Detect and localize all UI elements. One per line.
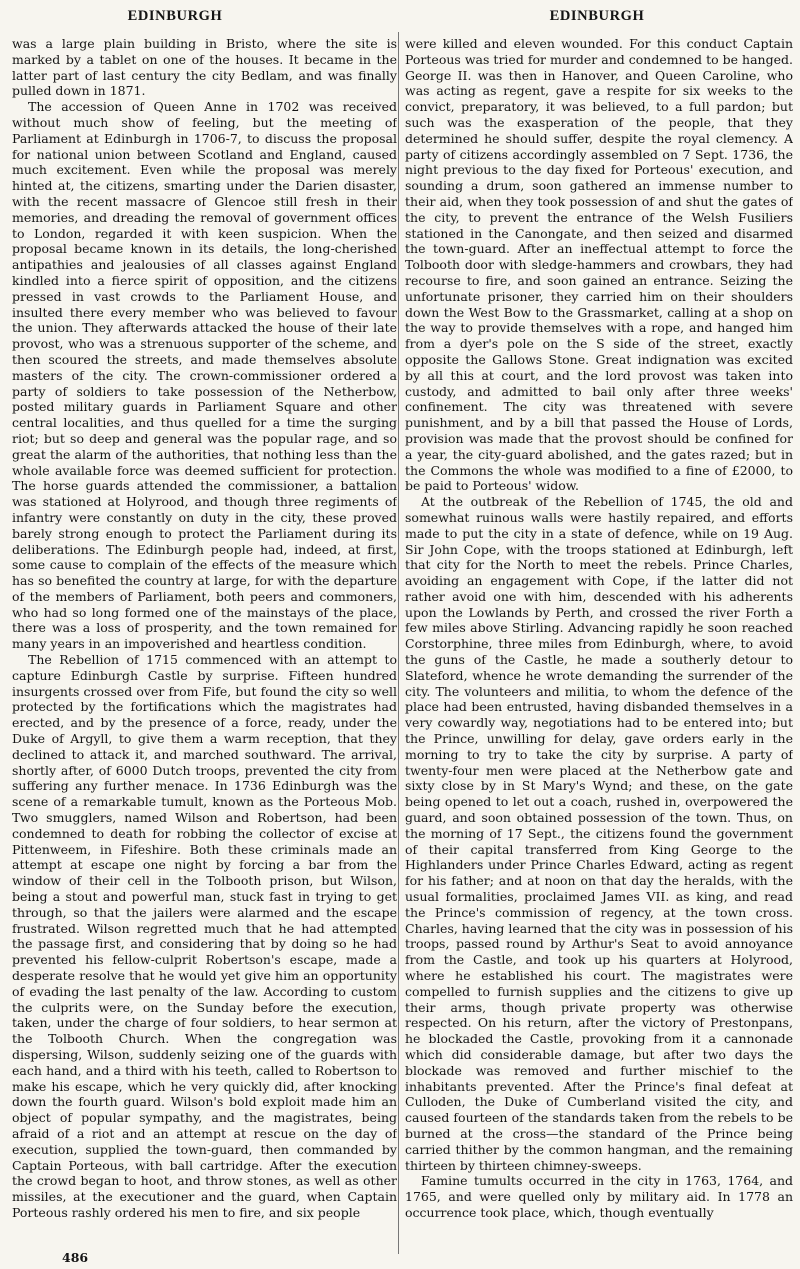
paragraph: was a large plain building in Bristo, where the site is marked by a tablet on one of the houses. It became in the latter part of last century the city Bedlam, and was finally pulled down in 1871.: [12, 36, 397, 99]
running-head-right: EDINBURGH: [549, 8, 645, 24]
paragraph: were killed and eleven wounded. For this conduct Captain Porteous was tried for murder and condemned to be hanged. George II. was then in Hanover, and Queen Caroline, who was acting as regent, gave a respite for six weeks to the convict, preparatory, it was believed, to a full pardon; but such was the exasperation of the people, that they determined he should suffer, despite the royal clemency. A party of citizens accordingly assembled on 7 Sept. 1736, the night previous to the day fixed for Porteous' execution, and sounding a drum, soon gathered an immense number to their aid, when they took possession of and shut the gates of the city, to prevent the entrance of the Welsh Fusiliers stationed in the Canongate, and then seized and disarmed the town-guard. After an ineffectual attempt to force the Tolbooth door with sledge-hammers and crowbars, they had recourse to fire, and soon gained an entrance. Seizing the unfortunate prisoner, they carried him on their shoulders down the West Bow to the Grassmarket, calling at a shop on the way to provide themselves with a rope, and hanged him from a dyer's pole on the S side of the street, exactly opposite the Gallows Stone. Great indignation was excited by all this at court, and the lord provost was taken into custody, and admitted to bail only after three weeks' confinement. The city was threatened with severe punishment, and by a bill that passed the House of Lords, provision was made that the provost should be confined for a year, the city-guard abolished, and the gates razed; but in the Commons the whole was modified to a fine of £2000, to be paid to Porteous' widow.: [405, 36, 793, 494]
paragraph: Famine tumults occurred in the city in 1763, 1764, and 1765, and were quelled only by military aid. In 1778 an occurrence took place, which, though eventually: [405, 1173, 793, 1220]
paragraph: At the outbreak of the Rebellion of 1745, the old and somewhat ruinous walls were hastily repaired, and efforts made to put the city in a state of defence, while on 19 Aug. Sir John Cope, with the troops stationed at Edinburgh, left that city for the North to meet the rebels. Prince Charles, avoiding an engagement with Cope, if the latter did not rather avoid one with him, descended with his adherents upon the Lowlands by Perth, and crossed the river Forth a few miles above Stirling. Advancing rapidly he soon reached Corstorphine, three miles from Edinburgh, where, to avoid the guns of the Castle, he made a southerly detour to Slateford, whence he wrote demanding the surrender of the city. The volunteers and militia, to whom the defence of the place had been entrusted, having disbanded themselves in a very cowardly way, negotiations had to be entered into; but the Prince, unwilling for delay, gave orders early in the morning to try to take the city by surprise. A party of twenty-four men were placed at the Netherbow gate and sixty close by in St Mary's Wynd; and these, on the gate being opened to let out a coach, rushed in, overpowered the guard, and soon obtained possession of the town. Thus, on the morning of 17 Sept., the citizens found the government of their capital transferred from King George to the Highlanders under Prince Charles Edward, acting as regent for his father; and at noon on that day the heralds, with the usual formalities, proclaimed James VII. as king, and read the Prince's commission of regency, at the town cross. Charles, having learned that the city was in possession of his troops, passed round by Arthur's Seat to avoid annoyance from the Castle, and took up his quarters at Holyrood, where he established his court. The magistrates were compelled to furnish supplies and the citizens to give up their arms, though private property was otherwise respected. On his return, after the victory of Prestonpans, he blockaded the Castle, provoking from it a cannonade which did considerable damage, but after two days the blockade was removed and further mischief to the inhabitants prevented. After the Prince's final defeat at Culloden, the Duke of Cumberland visited the city, and caused fourteen of the standards taken from the rebels to be burned at the cross—the standard of the Prince being carried thither by the common hangman, and the remaining thirteen by thirteen chimney-sweeps.: [405, 494, 793, 1173]
right-column: [405, 36, 793, 1251]
paragraph: The accession of Queen Anne in 1702 was received without much show of feeling, but the meeting of Parliament at Edinburgh in 1706-7, to discuss the proposal for national union between Scotland and England, caused much excitement. Even while the proposal was merely hinted at, the citizens, smarting under the Darien disaster, with the recent massacre of Glencoe still fresh in their memories, and dreading the removal of government offices to London, regarded it with keen suspicion. When the proposal became known in its details, the long-cherished antipathies and jealousies of all classes against England kindled into a fierce spirit of opposition, and the citizens pressed in vast crowds to the Parliament House, and insulted there every member who was believed to favour the union. They afterwards attacked the house of their late provost, who was a strenuous supporter of the scheme, and then scoured the streets, and made themselves absolute masters of the city. The crown-commissioner ordered a party of soldiers to take possession of the Netherbow, posted military guards in Parliament Square and other central localities, and thus quelled for a time the surging riot; but so deep and general was the popular rage, and so great the alarm of the authorities, that nothing less than the whole available force was deemed sufficient for protection. The horse guards attended the commissioner, a battalion was stationed at Holyrood, and though three regiments of infantry were constantly on duty in the city, these proved barely strong enough to protect the Parliament during its deliberations. The Edinburgh people had, indeed, at first, some cause to complain of the effects of the measure which has so benefited the country at large, for with the departure of the members of Parliament, both peers and commoners, who had so long formed one of the mainstays of the place, there was a loss of prosperity, and the town remained for many years in an impoverished and heartless condition.: [12, 99, 397, 652]
column-divider: [398, 32, 399, 1254]
page-number: 486: [62, 1250, 89, 1265]
left-column: [12, 36, 397, 1251]
running-head-left: EDINBURGH: [127, 8, 223, 24]
paragraph: The Rebellion of 1715 commenced with an attempt to capture Edinburgh Castle by surprise. Fifteen hundred insurgents crossed over from Fife, but found the city so well protected by the fortifications which the magistrates had erected, and by the presence of a force, ready, under the Duke of Argyll, to give them a warm reception, that they declined to attack it, and marched southward. The arrival, shortly after, of 6000 Dutch troops, prevented the city from suffering any further menace. In 1736 Edinburgh was the scene of a remarkable tumult, known as the Porteous Mob. Two smugglers, named Wilson and Robertson, had been condemned to death for robbing the collector of excise at Pittenweem, in Fifeshire. Both these criminals made an attempt at escape one night by forcing a bar from the window of their cell in the Tolbooth prison, but Wilson, being a stout and powerful man, stuck fast in trying to get through, so that the jailers were alarmed and the escape frustrated. Wilson regretted much that he had attempted the passage first, and considering that by doing so he had prevented his fellow-culprit Robertson's escape, made a desperate resolve that he would yet give him an opportunity of evading the last penalty of the law. According to custom the culprits were, on the Sunday before the execution, taken, under the charge of four soldiers, to hear sermon at the Tolbooth Church. When the congregation was dispersing, Wilson, suddenly seizing one of the guards with each hand, and a third with his teeth, called to Robertson to make his escape, which he very quickly did, after knocking down the fourth guard. Wilson's bold exploit made him an object of popular sympathy, and the magistrates, being afraid of a riot and an attempt at rescue on the day of execution, supplied the town-guard, then commanded by Captain Porteous, with ball cartridge. After the execution the crowd began to hoot, and throw stones, as well as other missiles, at the executioner and the guard, when Captain Porteous rashly ordered his men to fire, and six people: [12, 652, 397, 1220]
